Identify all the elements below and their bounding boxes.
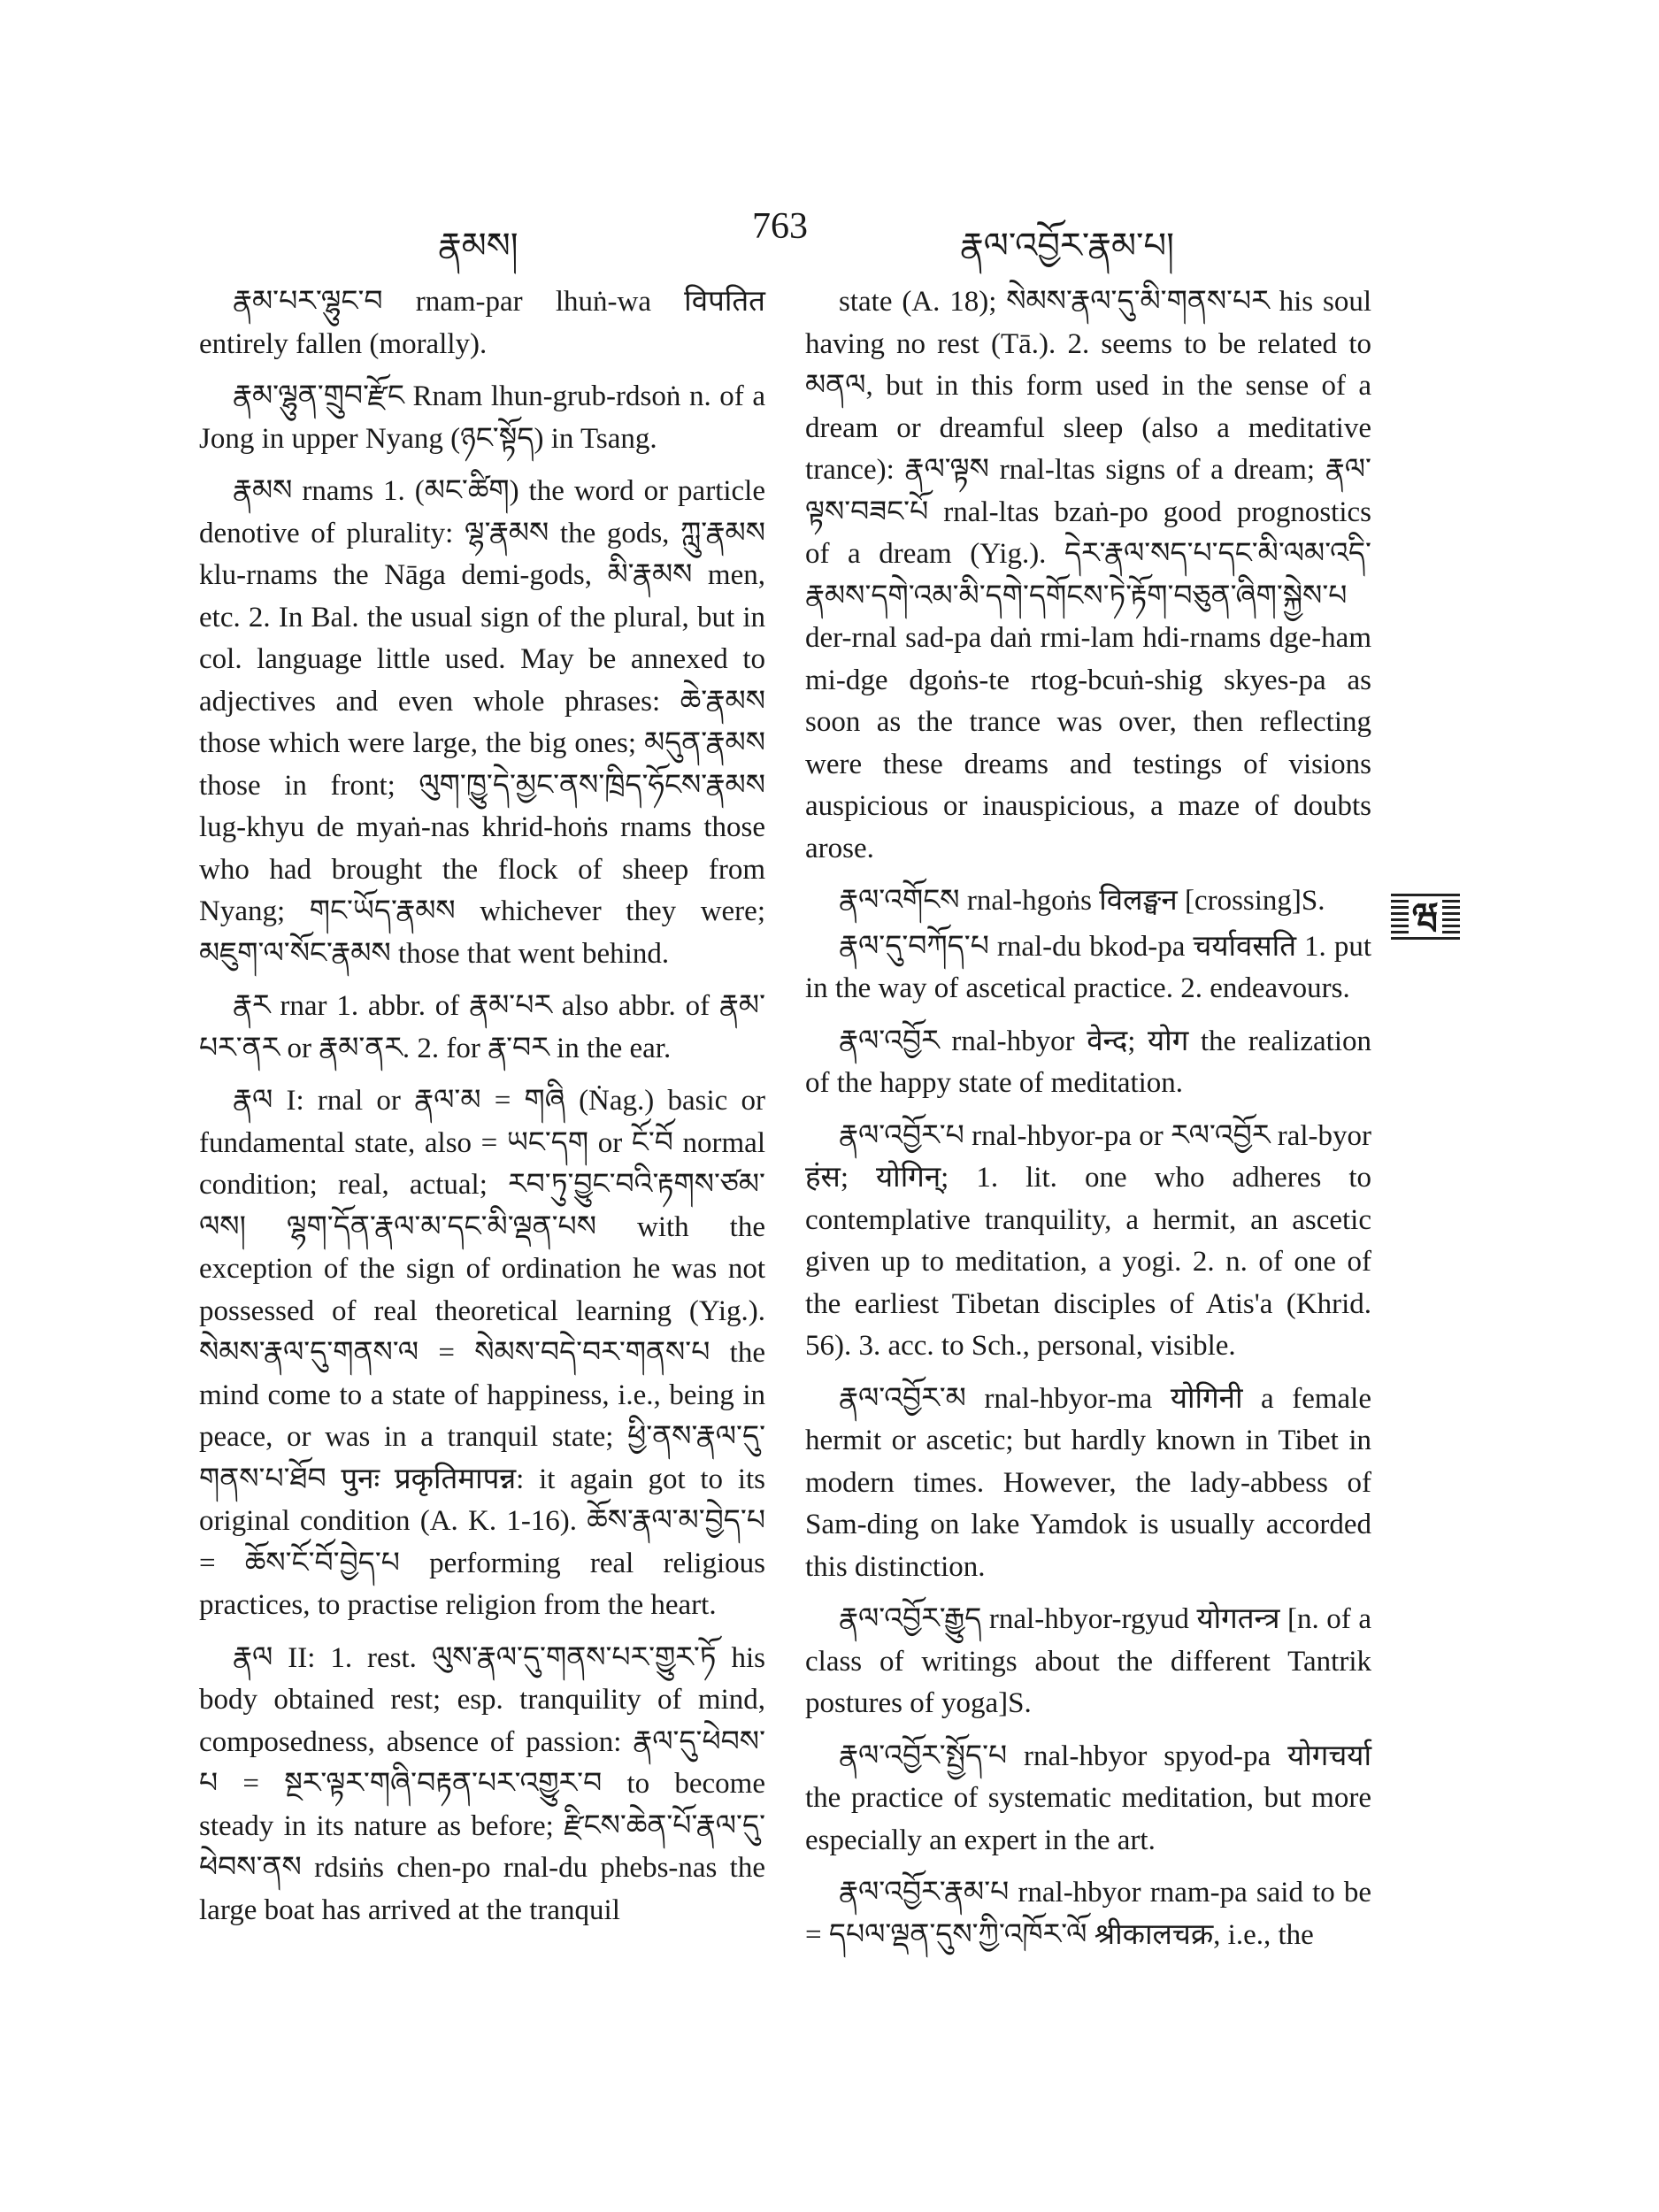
- entry-rnal-hbyor: རྣལ་འབྱོར rnal-hbyor वेन्द; योग the realization of the happy state of meditation.: [805, 1025, 1371, 1099]
- running-header: [0, 205, 1659, 265]
- entry-rnal-hgons: རྣལ་འགོངས rnal-hgoṅs विलङ्घन [crossing]S.: [839, 885, 1325, 917]
- left-column: [199, 281, 765, 1942]
- left-running-head: རྣམས།: [438, 226, 518, 265]
- entry-rnam-par-lhun-wa: རྣམ་པར་ལྷུང་བ rnam-par lhuṅ-wa विपतित entirely fallen (morally).: [199, 286, 765, 360]
- entry-rnal-du-bkod-pa: རྣལ་དུ་བཀོད་པ rnal-du bkod-pa चर्यावसति 1. put in the way of ascetical practice. 2. endeavours.: [805, 930, 1371, 1004]
- thumb-index-letter: ཝ: [1409, 897, 1442, 936]
- entry-rnar: རྣར rnar 1. abbr. of རྣམ་པར also abbr. of རྣམ་པར་ནར or རྣམ་ནར. 2. for རྣ་བར in the ear.: [199, 990, 765, 1064]
- page-number: 763: [752, 206, 808, 247]
- entry-rnal-hbyor-spyod-pa: རྣལ་འབྱོར་སྤྱོད་པ rnal-hbyor spyod-pa योगचर्या the practice of systematic meditation, but more especially an expert in the art.: [805, 1740, 1371, 1856]
- entry-rnal-hbyor-rnam-pa: རྣལ་འབྱོར་རྣམ་པ rnal-hbyor rnam-pa said to be = དཔལ་ལྡན་དུས་ཀྱི་འཁོར་ལོ श्रीकालचक्र, i.e., the: [805, 1877, 1371, 1951]
- entry-rnal-one: རྣལ I: rnal or རྣལ་མ = གཞི (Ṅag.) basic or fundamental state, also = ཡང་དག or ངོ་བོ normal condition; real, actual; རབ་ཏུ་བྱུང་བའི་རྟགས་ཙམ་ལས། ལྷག་དོན་རྣལ་མ་དང་མི་ལྡན་པས with the exception of the sign of ordination he was not possessed of real theoretical learning (Yig.). སེམས་རྣལ་དུ་གནས་ལ = སེམས་བདེ་བར་གནས་པ the mind come to a state of happiness, i.e., being in peace, or was in a tranquil state; ཕྱི་ནས་རྣལ་དུ་གནས་པ་ཐོབ पुनः प्रकृतिमापन्न: it again got to its original condition (A. K. 1-16). ཆོས་རྣལ་མ་བྱེད་པ = ཆོས་ངོ་བོ་བྱེད་པ performing real religious practices, to practise religion from the heart.: [199, 1085, 765, 1621]
- entry-rnal-hbyor-pa: རྣལ་འབྱོར་པ rnal-hbyor-pa or རལ་འབྱོར ral-byor हंस; योगिन्; 1. lit. one who adheres to contemplative tranquility, a hermit, an ascetic given up to meditation, a yogi. 2. n. of one of the earliest Tibetan disciples of Atis'a (Khrid. 56). 3. acc. to Sch., personal, visible.: [805, 1119, 1371, 1362]
- entry-rnal-two-continued: state (A. 18); སེམས་རྣལ་དུ་མི་གནས་པར his soul having no rest (Tā.). 2. seems to be related to མནལ, but in this form used in the sense of a dream or dreamful sleep (also a meditative trance): རྣལ་ལྟས rnal-ltas signs of a dream; རྣལ་ལྟས་བཟང་པོ rnal-ltas bzaṅ-po good prognostics of a dream (Yig.). དེར་རྣལ་སད་པ་དང་མི་ལམ་འདི་རྣམས་དགེ་འམ་མི་དགེ་དགོངས་ཏེ་རྟོག་བཅུན་ཞིག་སྐྱེས་པ der-rnal sad-pa daṅ rmi-lam hdi-rnams dge-ham mi-dge dgoṅs-te rtog-bcuṅ-shig skyes-pa as soon as the trance was over, then reflecting were these dreams and testings of visions auspicious or inauspicious, a maze of doubts arose.: [805, 286, 1371, 864]
- entry-rnams: རྣམས rnams 1. (མང་ཚིག) the word or particle denotive of plurality: ལྷ་རྣམས the gods, ཀླུ་རྣམས klu-rnams the Nāga demi-gods, མི་རྣམས men, etc. 2. In Bal. the usual sign of the plural, but in col. language little used. May be annexed to adjectives and even whole phrases: ཆེ་རྣམས those which were large, the big ones; མདུན་རྣམས those in front; ལུག་ཁྱུ་དེ་མྱང་ནས་ཁྲིད་ཧོངས་རྣམས lug-khyu de myaṅ-nas khrid-hoṅs rnams those who had brought the flock of sheep from Nyang; གང་ཡོད་རྣམས whichever they were; མཇུག་ལ་སོང་རྣམས those that went behind.: [199, 475, 765, 970]
- letter-thumb-index: [1391, 894, 1460, 940]
- entry-rnam-lhun-grub-rdson: རྣམ་ལྷུན་གྲུབ་རྫོང Rnam lhun-grub-rdsoṅ n. of a Jong in upper Nyang (ཉང་སྟོད) in Tsang.: [199, 380, 765, 455]
- entry-rnal-hbyor-rgyud: རྣལ་འབྱོར་རྒྱུད rnal-hbyor-rgyud योगतन्त्र [n. of a class of writings about the different Tantrik postures of yoga]S.: [805, 1603, 1371, 1719]
- entry-rnal-hbyor-ma: རྣལ་འབྱོར་མ rnal-hbyor-ma योगिनी a female hermit or ascetic; but hardly known in Tibet in modern times. However, the lady-abbess of Sam-ding on lake Yamdok is usually accorded this distinction.: [805, 1382, 1371, 1583]
- right-column: [805, 281, 1371, 1967]
- right-running-head: རྣལ་འབྱོར་རྣམ་པ།: [960, 226, 1174, 265]
- entry-rnal-two: རྣལ II: 1. rest. ལུས་རྣལ་དུ་གནས་པར་གྱུར་ཏོ his body obtained rest; esp. tranquility of mind, composedness, absence of passion: རྣལ་དུ་ཕེབས་པ = སྔར་ལྟར་གཞི་བརྟན་པར་འགྱུར་བ to become steady in its nature as before; རྫིངས་ཆེན་པོ་རྣལ་དུ་ཕེབས་ནས rdsiṅs chen-po rnal-du phebs-nas the large boat has arrived at the tranquil: [199, 1641, 765, 1926]
